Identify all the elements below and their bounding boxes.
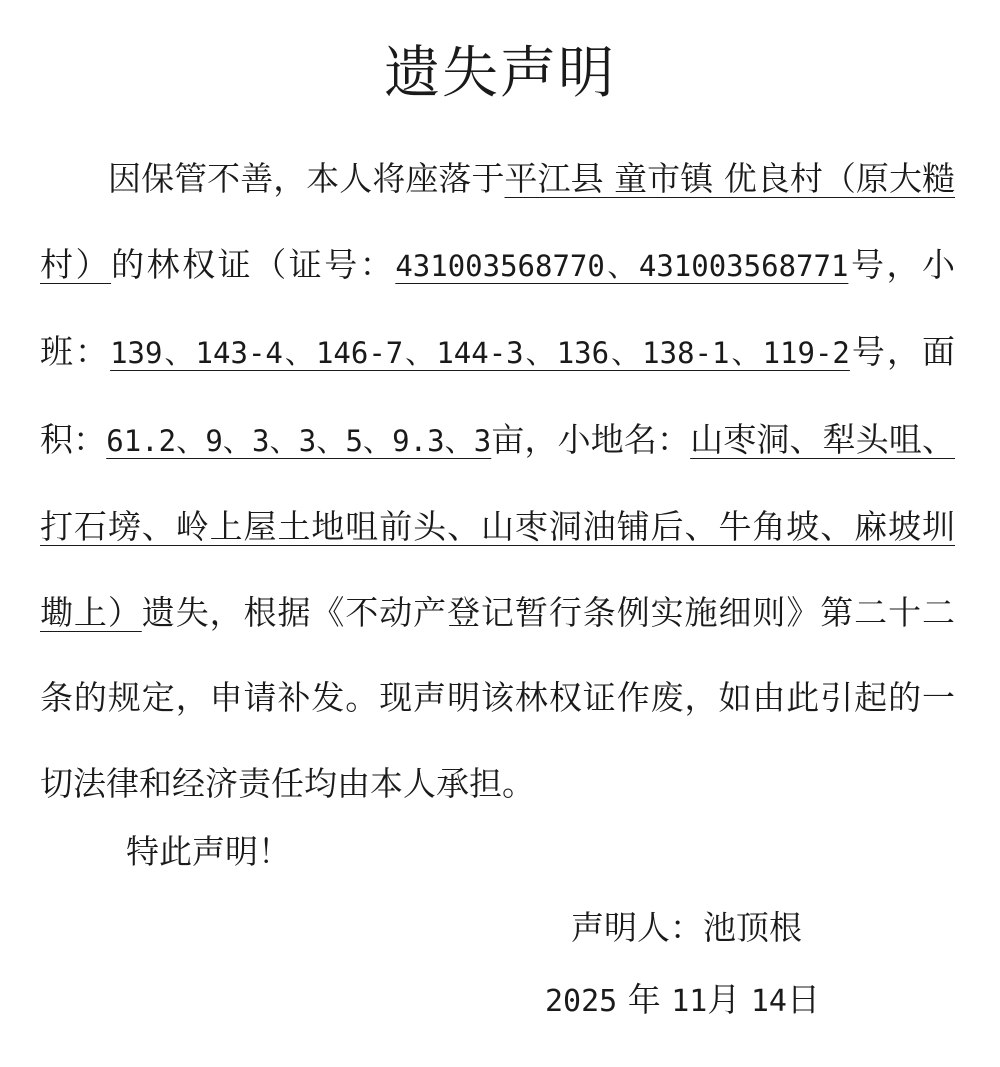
body-text-subplot: 号，小班：	[40, 244, 955, 371]
body-text-conclusion: 遗失，根据《不动产登记暂行条例实施细则》第二十二条的规定，申请补发。现声明该林权证作废，如由此引起的一切法律和经济责任均由本人承担。	[40, 592, 956, 803]
notice-body	[40, 136, 955, 826]
body-text-placename: 亩，小地名：	[491, 419, 691, 459]
date-year: 2025	[545, 984, 618, 1019]
date-day-unit: 日	[787, 980, 820, 1019]
area-values: 61.2、9、3、3、5、9.3、3	[106, 423, 492, 458]
body-text-area: 号，面积：	[40, 332, 956, 459]
declarant-signature: 声明人：池顶根	[571, 908, 802, 947]
date-year-unit: 年	[627, 980, 661, 1019]
place-names-underlined: 山枣洞、犁头咀、打石塝、岭上屋土地咀前头、山枣洞油铺后、牛角坡、麻坡圳墈上）	[40, 419, 956, 632]
declaration-date	[545, 970, 820, 1032]
certificate-numbers: 431003568770、431003568771	[395, 248, 849, 283]
date-month: 11	[671, 984, 708, 1019]
location-underlined: 平江县 童市镇 优良村（原大糙村）	[40, 159, 956, 284]
body-text-certificate: 的林权证（证号：	[111, 244, 396, 284]
notice-title: 遗失声明	[384, 41, 616, 106]
date-month-unit: 月	[707, 980, 741, 1019]
subplot-numbers: 139、143-4、146-7、144-3、136、138-1、119-2	[110, 336, 850, 370]
body-text-intro: 因保管不善，本人将座落于	[108, 159, 505, 198]
date-day: 14	[750, 984, 787, 1019]
closing-statement: 特此声明！	[126, 832, 291, 871]
